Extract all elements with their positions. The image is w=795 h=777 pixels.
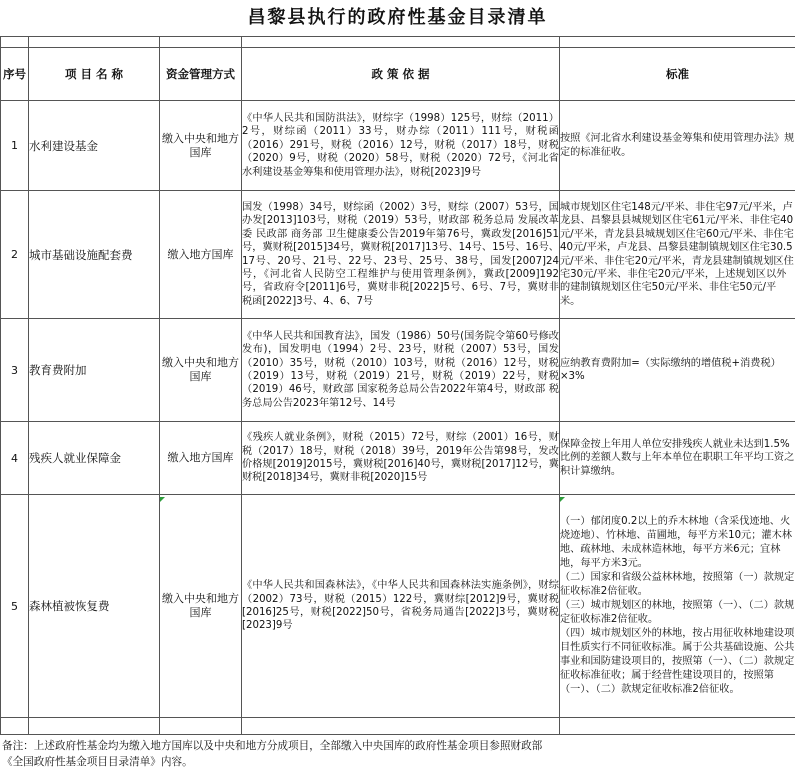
policy-basis: 《残疾人就业条例》，财税（2015）72号，财综（2001）16号，财税（2017）18号，财税（2018）39号，2019年公告第98号，发改价格规[2019]2015号，冀财税[2016]40号，冀财税[2017]12号，冀财税[2018]34号，冀财非税[2020]15号 (242, 422, 560, 495)
standard-paragraph: （二）国家和省级公益林林地，按照第（一）款规定征收标准2倍征收。 (560, 572, 795, 597)
trailing-cell (160, 718, 242, 735)
footnote: 备注：上述政府性基金均为缴入地方国库以及中央和地方分成项目，全部缴入中央国库的政府性基金项目参照财政部《全国政府性基金项目目录清单》内容。 (2, 740, 543, 768)
spacer-cell (560, 37, 795, 48)
fund-name: 残疾人就业保障金 (29, 422, 160, 495)
fund-table (0, 36, 795, 735)
row-index: 5 (1, 495, 29, 718)
management-mode: 缴入中央和地方国库 (160, 101, 242, 191)
trailing-cell (1, 718, 29, 735)
row-index: 4 (1, 422, 29, 495)
fund-name: 教育费附加 (29, 319, 160, 422)
header-row (1, 48, 795, 101)
fee-standard: 保障金按上年用人单位安排残疾人就业未达到1.5%比例的差额人数与上年本单位在职职工年平均工资之积计算缴纳。 (560, 422, 795, 495)
table-row (1, 319, 795, 422)
spacer-cell (1, 37, 29, 48)
standard-paragraph: （三）城市规划区的林地，按照第（一）、（二）款规定征收标准2倍征收。 (560, 600, 795, 625)
trailing-cell (29, 718, 160, 735)
fund-name: 森林植被恢复费 (29, 495, 160, 718)
header-mode: 资金管理方式 (160, 48, 242, 101)
header-std: 标准 (560, 48, 795, 101)
row-index: 2 (1, 191, 29, 319)
cell-marker-icon (560, 497, 565, 502)
row-index: 3 (1, 319, 29, 422)
management-mode: 缴入中央和地方国库 (160, 495, 242, 718)
fund-name: 城市基础设施配套费 (29, 191, 160, 319)
header-basis: 政 策 依 据 (242, 48, 560, 101)
fee-standard: 应纳教育费附加=（实际缴纳的增值税+消费税）×3% (560, 319, 795, 422)
fee-standard: 按照《河北省水利建设基金筹集和使用管理办法》规定的标准征收。 (560, 101, 795, 191)
trailing-row (1, 718, 795, 735)
policy-basis: 《中华人民共和国森林法》，《中华人民共和国森林法实施条例》，财综（2002）73号，财税（2015）122号，冀财综[2012]9号，冀财税[2016]25号，财税[2022]50号，省税务局通告[2022]3号，冀财税[2023]9号 (242, 495, 560, 718)
table-row (1, 191, 795, 319)
table-row (1, 422, 795, 495)
policy-basis: 《中华人民共和国教育法》，国发（1986）50号(国务院令第60号修改发布)，国发明电（1994）2号、23号，财税（2007）53号，国发（2010）35号，财税（2010）103号，财税（2016）12号，财税（2019）13号，财税（2019）21号，财税（2019）22号，财税（2019）46号，财政部 国家税务总局公告2022年第4号，财政部 税务总局公告2023年第12号、14号 (242, 319, 560, 422)
row-index: 1 (1, 101, 29, 191)
header-idx: 序号 (1, 48, 29, 101)
management-mode: 缴入地方国库 (160, 191, 242, 319)
spacer-cell (29, 37, 160, 48)
table-row (1, 101, 795, 191)
management-mode: 缴入地方国库 (160, 422, 242, 495)
table-row (1, 495, 795, 718)
trailing-cell (560, 718, 795, 735)
header-name: 项 目 名 称 (29, 48, 160, 101)
fee-standard (560, 495, 795, 718)
standard-paragraph: （一）郁闭度0.2以上的乔木林地（含采伐迹地、火烧迹地）、竹林地、苗圃地，每平方米10元；灌木林地、疏林地、未成林造林地，每平方米6元；宜林地，每平方米3元。 (560, 516, 792, 569)
standard-paragraph: （四）城市规划区外的林地，按占用征收林地建设项目性质实行不同征收标准。属于公共基础设施、公共事业和国防建设项目的，按照第（一）、（二）款规定征收标准征收；属于经营性建设项目的，按照第（一）、（二）款规定征收标准2倍征收。 (560, 628, 795, 695)
policy-basis: 《中华人民共和国防洪法》，财综字（1998）125号，财综（2011）2号，财综函（2011）33号，财办综（2011）111号，财税函（2016）291号，财税（2016）12号，财税（2017）18号，财税（2020）9号，财税（2020）58号，财税（2020）72号，《河北省水利建设基金筹集和使用管理办法》，财税[2023]9号 (242, 101, 560, 191)
fee-standard: 城市规划区住宅148元/平米、非住宅97元/平米，卢龙县、昌黎县县城规划区住宅61元/平米、非住宅40元/平米，青龙县县城规划区住宅60元/平米、非住宅40元/平米，卢龙县、昌黎县建制镇规划区住宅30.5元/平米、非住宅20元/平米，青龙县建制镇规划区住宅30元/平米、非住宅20元/平米，上述规划区以外的建制镇规划区住宅50元/平米、非住宅50元/平米。 (560, 191, 795, 319)
policy-basis: 国发（1998）34号，财综函（2002）3号，财综（2007）53号，国办发[2013]103号，财税（2019）53号，财政部 税务总局 发展改革委 民政部 商务部 卫生健康委公告2019年第76号，冀政发[2016]51号，冀财税[2015]34号，冀财税[2017]13号、14号、15号、16号、17号、20号、21号、22号、23号、25号、38号，国发[2007]24号，《河北省人民防空工程维护与使用管理条例》，冀政[2009]192号，省政府令[2011]6号，冀财非税[2022]5号、6号、7号，冀财非税函[2022]3号、4、6、7号 (242, 191, 560, 319)
cell-marker-icon (160, 497, 165, 502)
fund-name: 水利建设基金 (29, 101, 160, 191)
spacer-cell (242, 37, 560, 48)
trailing-cell (242, 718, 560, 735)
spacer-cell (160, 37, 242, 48)
spacer-row (1, 37, 795, 48)
management-mode: 缴入中央和地方国库 (160, 319, 242, 422)
page-title: 昌黎县执行的政府性基金目录清单 (247, 7, 548, 28)
